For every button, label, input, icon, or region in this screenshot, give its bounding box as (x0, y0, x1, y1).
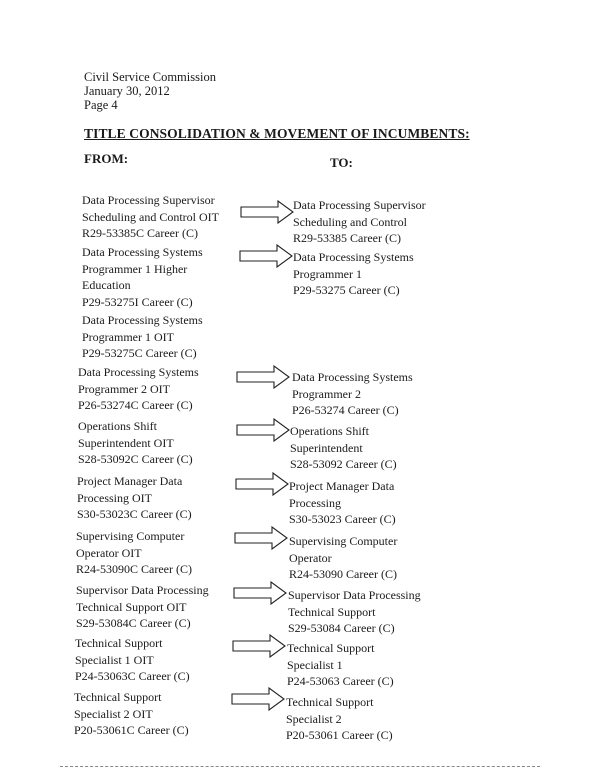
from-title-line: Programmer 1 Higher (82, 261, 188, 276)
from-title-entry (74, 689, 189, 739)
to-title-line: Technical Support (287, 641, 375, 655)
to-title-line: Project Manager Data (289, 479, 395, 493)
to-title-entry (293, 249, 414, 299)
to-title-entry (286, 694, 393, 744)
to-title-line: R24-53090 Career (C) (289, 567, 397, 581)
to-title-line: Supervising Computer (289, 534, 398, 548)
from-title-line: Specialist 2 OIT (74, 706, 153, 721)
to-title-line: P29-53275 Career (C) (293, 283, 400, 297)
to-title-line: Data Processing Systems (292, 370, 413, 384)
from-title-entry (76, 528, 192, 578)
right-arrow-icon (233, 581, 287, 605)
from-title-line: Data Processing Systems (82, 313, 203, 327)
to-title-line: P24-53063 Career (C) (287, 674, 394, 688)
from-title-line: P24-53063C Career (C) (75, 669, 190, 683)
to-title-line: Supervisor Data Processing (288, 588, 421, 602)
header-page: Page 4 (84, 98, 118, 112)
right-arrow-icon (240, 200, 294, 224)
right-arrow-icon (239, 244, 293, 268)
from-title-entry (82, 244, 203, 310)
to-title-line: Data Processing Systems (293, 250, 414, 264)
from-title-line: P26-53274C Career (C) (78, 398, 193, 412)
to-title-line: Operations Shift (290, 424, 369, 438)
to-title-line: Scheduling and Control (293, 214, 407, 229)
to-title-entry (287, 640, 394, 690)
to-title-line: Programmer 1 (293, 266, 362, 281)
from-title-line: S28-53092C Career (C) (78, 452, 193, 466)
to-title-line: S30-53023 Career (C) (289, 512, 396, 526)
right-arrow-icon (231, 687, 285, 711)
to-title-line: Specialist 1 (287, 657, 343, 672)
from-title-line: Supervisor Data Processing (76, 583, 209, 597)
to-title-line: S28-53092 Career (C) (290, 457, 397, 471)
to-title-line: Data Processing Supervisor (293, 198, 426, 212)
from-title-line: Technical Support (74, 690, 162, 704)
from-title-entry (82, 192, 219, 242)
from-title-line: S30-53023C Career (C) (77, 507, 192, 521)
header-commission: Civil Service Commission (84, 70, 216, 84)
right-arrow-icon (234, 526, 288, 550)
to-title-entry (288, 587, 421, 637)
from-title-line: P20-53061C Career (C) (74, 723, 189, 737)
from-title-entry (78, 364, 199, 414)
to-title-line: Superintendent (290, 440, 363, 455)
to-title-line: Technical Support (286, 695, 374, 709)
to-title-line: P20-53061 Career (C) (286, 728, 393, 742)
from-title-line: Superintendent OIT (78, 435, 174, 450)
from-title-line: R24-53090C Career (C) (76, 562, 192, 576)
from-title-line: P29-53275I Career (C) (82, 294, 193, 309)
from-title-entry (77, 473, 192, 523)
from-title-line: Specialist 1 OIT (75, 652, 154, 667)
to-title-line: P26-53274 Career (C) (292, 403, 399, 417)
from-title-entry (78, 418, 193, 468)
from-title-line: P29-53275C Career (C) (82, 346, 197, 360)
footer-divider (60, 766, 540, 768)
from-title-line: Data Processing Systems (82, 245, 203, 259)
from-title-line: Supervising Computer (76, 529, 185, 543)
to-title-line: Specialist 2 (286, 711, 342, 726)
to-title-entry (289, 533, 397, 583)
from-title-entry (76, 582, 209, 632)
from-title-line: R29-53385C Career (C) (82, 226, 198, 240)
page-title: TITLE CONSOLIDATION & MOVEMENT OF INCUMBENTS: (84, 126, 470, 141)
from-title-line: Processing OIT (77, 490, 152, 505)
from-title-line: Programmer 2 OIT (78, 381, 170, 396)
right-arrow-icon (236, 418, 290, 442)
to-column-heading: TO: (330, 155, 353, 170)
from-title-line: Technical Support (75, 636, 163, 650)
to-title-line: Programmer 2 (292, 386, 361, 401)
from-title-line: Data Processing Systems (78, 365, 199, 379)
from-title-line: Education (82, 278, 131, 292)
to-title-line: R29-53385 Career (C) (293, 231, 401, 245)
from-title-line: Operator OIT (76, 545, 142, 560)
to-title-line: Processing (289, 495, 341, 510)
right-arrow-icon (235, 472, 289, 496)
to-title-entry (289, 478, 396, 528)
from-title-line: Data Processing Supervisor (82, 193, 215, 207)
to-title-line: Operator (289, 550, 332, 565)
to-title-line: Technical Support (288, 604, 376, 619)
to-title-entry (293, 197, 426, 247)
to-title-entry (290, 423, 397, 473)
from-column-heading: FROM: (84, 151, 129, 166)
to-title-line: S29-53084 Career (C) (288, 621, 395, 635)
from-title-line: S29-53084C Career (C) (76, 616, 191, 630)
from-title-entry (75, 635, 190, 685)
from-title-line: Project Manager Data (77, 474, 183, 488)
from-title-line: Operations Shift (78, 419, 157, 433)
right-arrow-icon (232, 634, 286, 658)
right-arrow-icon (236, 365, 290, 389)
from-title-line: Programmer 1 OIT (82, 329, 174, 344)
from-title-line: Scheduling and Control OIT (82, 209, 219, 224)
from-title-line: Technical Support OIT (76, 599, 187, 614)
from-title-entry (82, 312, 203, 362)
header-date: January 30, 2012 (84, 84, 170, 98)
to-title-entry (292, 369, 413, 419)
